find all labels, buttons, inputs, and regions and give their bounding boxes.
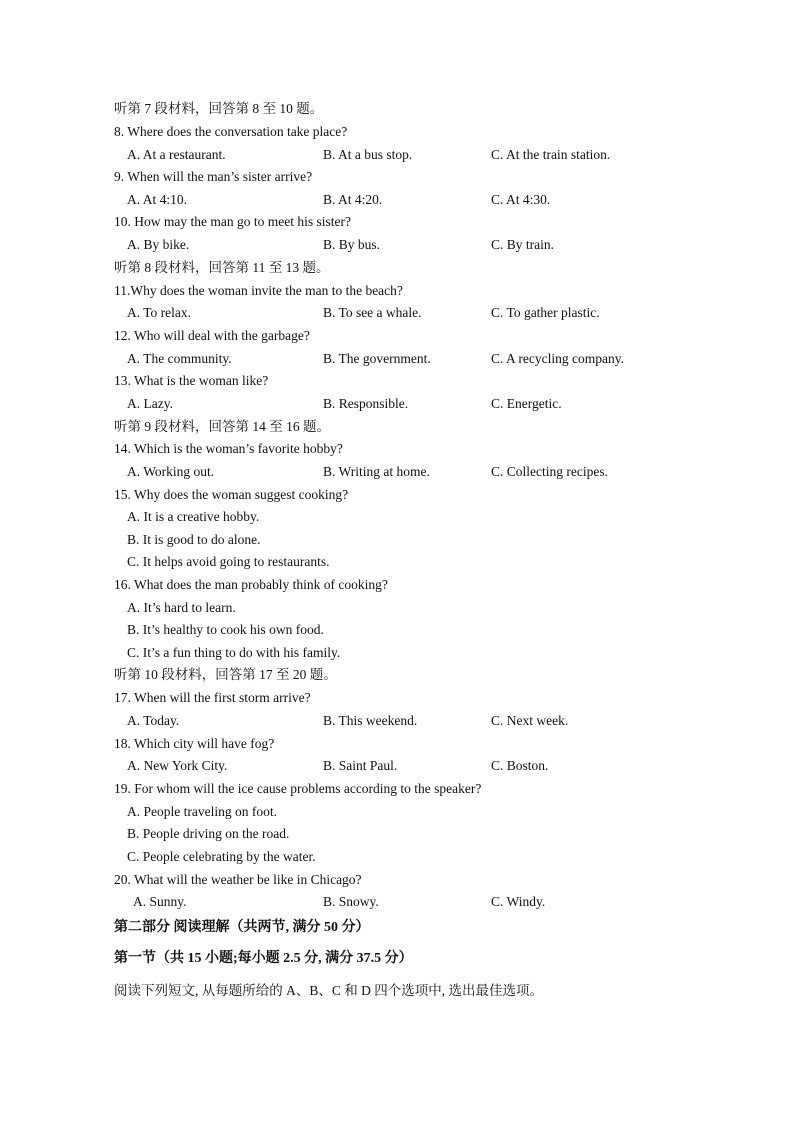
section-header-10: 听第 10 段材料，回答第 17 至 20 题。 xyxy=(114,667,337,682)
option-a: A. Lazy. xyxy=(127,396,173,411)
question-12: 12. Who will deal with the garbage? xyxy=(114,328,310,343)
option-b: B. It is good to do alone. xyxy=(127,532,261,547)
question-14: 14. Which is the woman’s favorite hobby? xyxy=(114,441,343,456)
question-11: 11.Why does the woman invite the man to the beach? xyxy=(114,283,403,298)
question-10: 10. How may the man go to meet his sister? xyxy=(114,214,351,229)
option-a: A. At a restaurant. xyxy=(127,147,226,162)
option-c: C. Boston. xyxy=(491,758,549,773)
question-9: 9. When will the man’s sister arrive? xyxy=(114,169,313,184)
section-header-8: 听第 8 段材料，回答第 11 至 13 题。 xyxy=(114,260,330,275)
option-a: A. New York City. xyxy=(127,758,228,773)
option-a: A. To relax. xyxy=(127,305,192,320)
part2-section1-title: 第一节（共 15 小题;每小题 2.5 分, 满分 37.5 分） xyxy=(114,951,413,966)
question-16: 16. What does the man probably think of cooking? xyxy=(114,577,388,592)
option-b: B. To see a whale. xyxy=(323,305,422,320)
option-c: C. People celebrating by the water. xyxy=(127,849,316,864)
question-13: 13. What is the woman like? xyxy=(114,373,269,388)
option-c: C. By train. xyxy=(491,237,554,252)
option-a: A. By bike. xyxy=(127,237,190,252)
option-b: B. People driving on the road. xyxy=(127,826,290,841)
option-b: B. Writing at home. xyxy=(323,464,430,479)
option-b: B. At a bus stop. xyxy=(323,147,413,162)
option-b: B. By bus. xyxy=(323,237,381,252)
option-a: A. Today. xyxy=(127,713,180,728)
option-b: B. At 4:20. xyxy=(323,192,383,207)
option-c: C. At the train station. xyxy=(491,147,611,162)
option-c: C. A recycling company. xyxy=(491,351,624,366)
question-18: 18. Which city will have fog? xyxy=(114,736,275,751)
option-a: A. Working out. xyxy=(127,464,215,479)
option-c: C. Next week. xyxy=(491,713,569,728)
option-a: A. It is a creative hobby. xyxy=(127,509,260,524)
option-c: C. To gather plastic. xyxy=(491,305,600,320)
option-a: A. The community. xyxy=(127,351,232,366)
option-c: C. Collecting recipes. xyxy=(491,464,608,479)
section-header-7: 听第 7 段材料，回答第 8 至 10 题。 xyxy=(114,101,324,116)
option-a: A. People traveling on foot. xyxy=(127,804,277,819)
question-20: 20. What will the weather be like in Chicago? xyxy=(114,872,362,887)
question-8: 8. Where does the conversation take place? xyxy=(114,124,348,139)
option-b: B. This weekend. xyxy=(323,713,418,728)
option-c: C. It’s a fun thing to do with his family. xyxy=(127,645,341,660)
option-b: B. Snowy. xyxy=(323,894,379,909)
question-17: 17. When will the first storm arrive? xyxy=(114,690,311,705)
question-15: 15. Why does the woman suggest cooking? xyxy=(114,487,349,502)
option-c: C. Energetic. xyxy=(491,396,562,411)
option-c: C. Windy. xyxy=(491,894,546,909)
option-b: B. Saint Paul. xyxy=(323,758,398,773)
option-b: B. It’s healthy to cook his own food. xyxy=(127,622,324,637)
option-a: A. Sunny. xyxy=(133,894,187,909)
option-a: A. It’s hard to learn. xyxy=(127,600,236,615)
option-a: A. At 4:10. xyxy=(127,192,188,207)
question-19: 19. For whom will the ice cause problems according to the speaker? xyxy=(114,781,482,796)
part2-title: 第二部分 阅读理解（共两节, 满分 50 分） xyxy=(114,920,370,935)
option-b: B. The government. xyxy=(323,351,431,366)
option-c: C. At 4:30. xyxy=(491,192,551,207)
option-c: C. It helps avoid going to restaurants. xyxy=(127,554,330,569)
option-b: B. Responsible. xyxy=(323,396,409,411)
section-header-9: 听第 9 段材料，回答第 14 至 16 题。 xyxy=(114,419,330,434)
part2-instruction: 阅读下列短文, 从每题所给的 A、B、C 和 D 四个选项中, 选出最佳选项。 xyxy=(114,983,544,998)
